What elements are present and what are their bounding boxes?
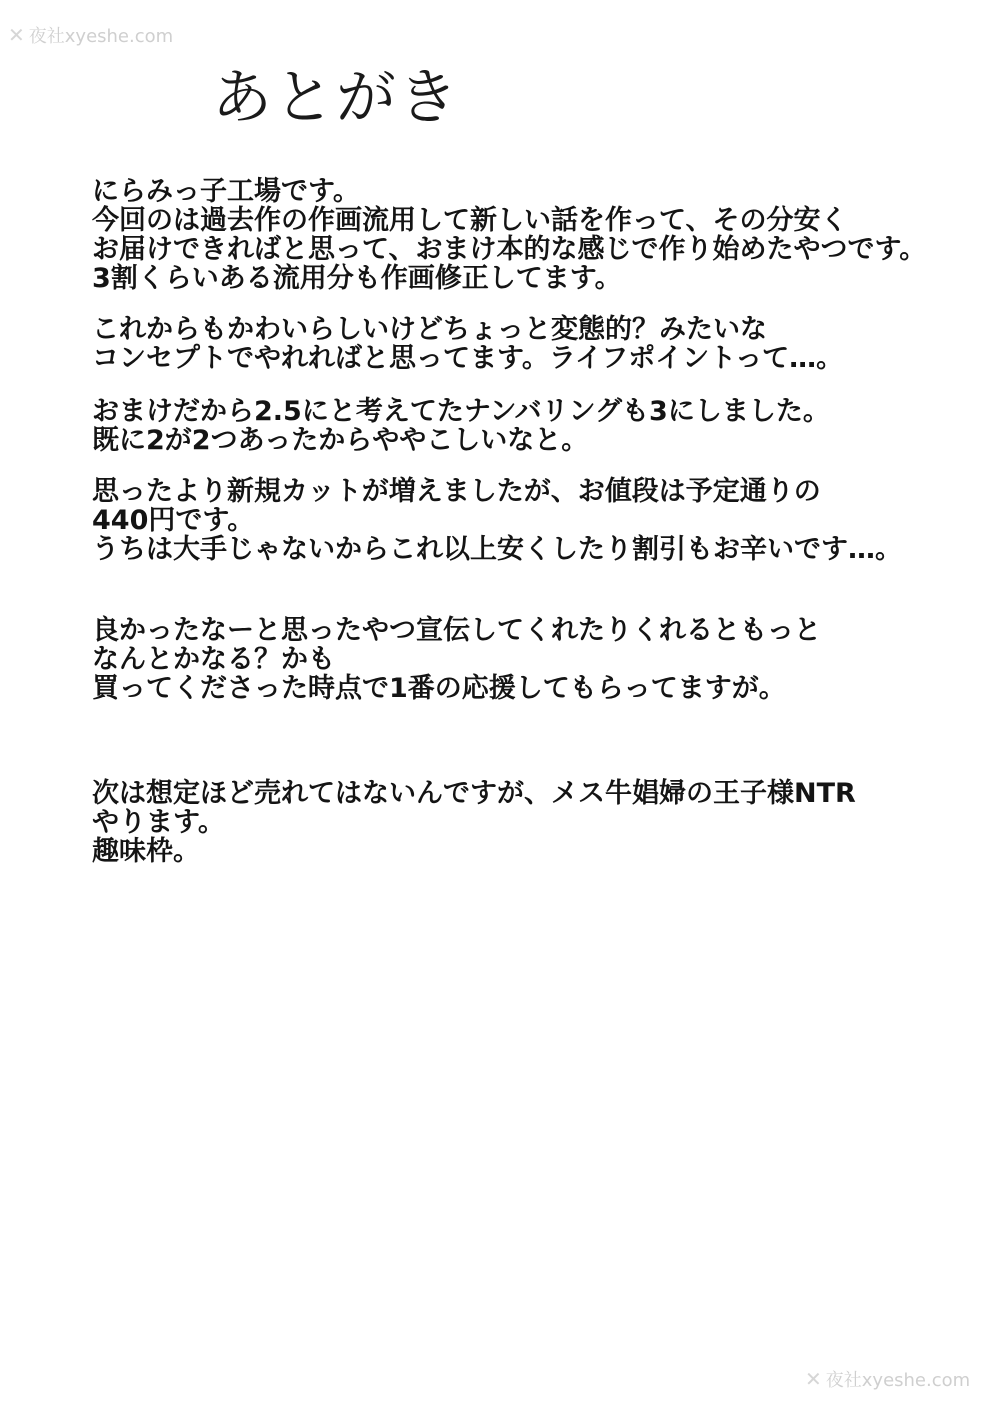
text-line: うちは大手じゃないからこれ以上安くしたり割引もお辛いです…。	[92, 534, 902, 565]
watermark-top-text: 夜社xyeshe.com	[28, 26, 174, 47]
text-line: にらみっ子工場です。	[92, 176, 360, 207]
paragraph-numbering	[92, 397, 830, 455]
watermark-top	[8, 22, 173, 48]
paragraph-support	[92, 616, 821, 703]
text-line: 趣味枠。	[92, 836, 200, 867]
text-line: おまけだから2.5にと考えてたナンバリングも3にしました。	[92, 396, 830, 427]
text-line: 次は想定ほど売れてはないんですが、メス牛娼婦の王子様NTR	[92, 778, 856, 809]
watermark-x-icon: ✕	[8, 23, 25, 47]
text-line: これからもかわいらしいけどちょっと変態的？みたいな	[92, 314, 767, 345]
text-line: なんとかなる？かも	[92, 644, 335, 675]
paragraph-intro	[92, 177, 926, 293]
text-line: 良かったなーと思ったやつ宣伝してくれたりくれるともっと	[92, 615, 821, 646]
watermark-bottom-text: 夜社xyeshe.com	[825, 1370, 971, 1391]
watermark-x-icon: ✕	[805, 1367, 822, 1391]
text-line: 今回のは過去作の作画流用して新しい話を作って、その分安く	[92, 205, 848, 236]
paragraph-concept	[92, 315, 843, 373]
paragraph-price	[92, 477, 902, 564]
text-line: 思ったより新規カットが増えましたが、お値段は予定通りの	[92, 476, 821, 507]
text-line: 440円です。	[92, 505, 255, 536]
text-line: コンセプトでやれればと思ってます。ライフポイントって…。	[92, 343, 844, 374]
text-line: やります。	[92, 807, 225, 838]
text-line: 3割くらいある流用分も作画修正してます。	[92, 263, 622, 294]
text-line: お届けできればと思って、おまけ本的な感じで作り始めたやつです。	[92, 234, 927, 265]
text-line: 買ってくださった時点で1番の応援してもらってますが。	[92, 673, 786, 704]
paragraph-next	[92, 779, 856, 866]
page-title: あとがき	[212, 63, 460, 133]
watermark-bottom	[805, 1366, 970, 1392]
text-line: 既に2が2つあったからややこしいなと。	[92, 425, 589, 456]
